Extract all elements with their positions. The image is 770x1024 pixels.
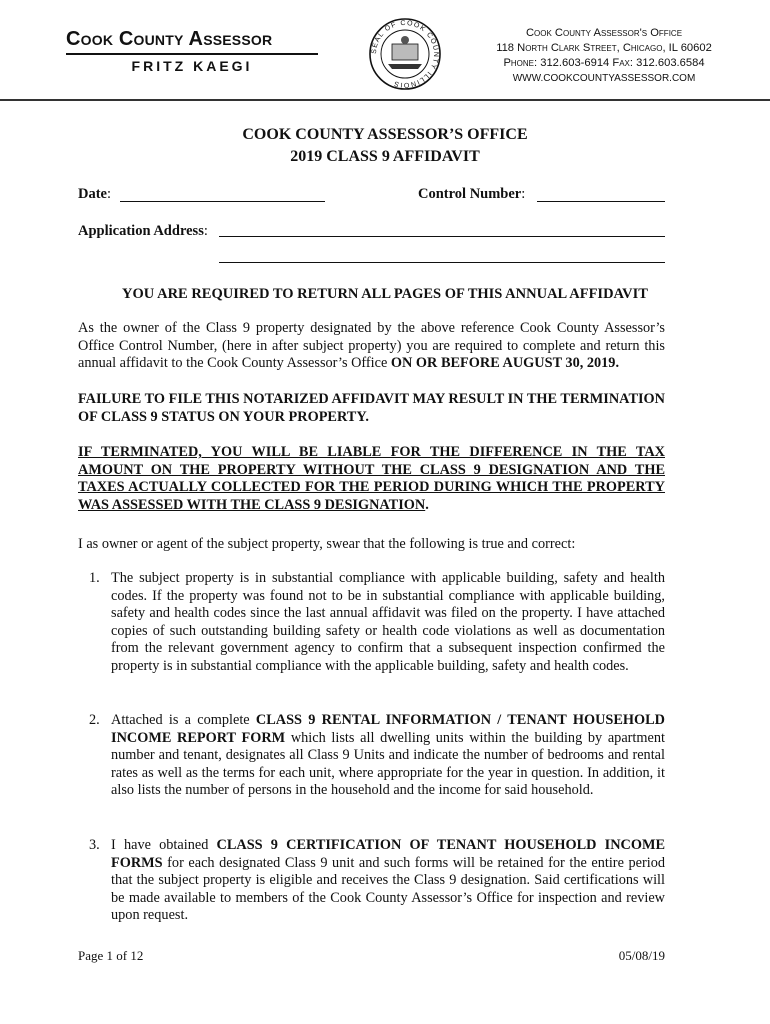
header-divider: [0, 99, 770, 101]
filing-deadline: ON OR BEFORE AUGUST 30, 2019.: [390, 355, 620, 371]
application-address-label: Application Address:: [78, 223, 208, 239]
document-subtitle: 2019 CLASS 9 AFFIDAVIT: [290, 148, 480, 165]
intro-paragraph: As the owner of the Class 9 property designated by the above reference Cook County Assessor’s Office Control Number, (here in after subject property) you are required to complete and return this annual affidavit to the Cook County Assessor’s Office ON OR BEFORE AUGUST 30, 2019.: [78, 320, 665, 371]
control-number-field[interactable]: [537, 201, 665, 202]
application-address-field-line1[interactable]: [219, 236, 665, 237]
office-website-link[interactable]: WWW.COOKCOUNTYASSESSOR.COM: [512, 73, 696, 84]
date-label: Date:: [78, 186, 112, 202]
page-number: Page 1 of 12: [78, 948, 144, 963]
assessor-name: FRITZ KAEGI: [131, 58, 253, 74]
county-seal-icon: [368, 17, 442, 91]
office-address: 118 North Clark Street, Chicago, IL 60602: [496, 42, 712, 54]
item-2-text: Attached is a complete CLASS 9 RENTAL INFORMATION / TENANT HOUSEHOLD INCOME REPORT FORM which lists all dwelling units within the building by apartment number and tenant, designates all Class 9 Units and indicate the number of bedrooms and rental rates as well as the terms for each unit, where appropriate for the year in question. In addition, it also lists the number of persons in the household and the income for said household.: [111, 712, 665, 798]
revision-date: 05/08/19: [618, 948, 665, 963]
application-address-field-line2[interactable]: [219, 262, 665, 263]
date-field[interactable]: [120, 201, 325, 202]
office-contact-block: [468, 26, 740, 86]
item-2-number: 2.: [89, 712, 100, 728]
seal-ring-text: SEAL OF COOK COUNTY ILLINOIS: [370, 19, 440, 89]
termination-warning: FAILURE TO FILE THIS NOTARIZED AFFIDAVIT MAY RESULT IN THE TERMINATION OF CLASS 9 STATUS ON YOUR PROPERTY.: [78, 391, 665, 425]
assessor-brand-title: Cook County Assessor: [66, 28, 273, 50]
item-1-number: 1.: [89, 570, 100, 586]
office-name: Cook County Assessor's Office: [525, 27, 683, 39]
oath-statement: I as owner or agent of the subject property, swear that the following is true and correct:: [78, 536, 576, 552]
item-1-text: The subject property is in substantial compliance with applicable building, safety and health codes. If the property was found not to be in substantial compliance with applicable building, safety and health codes since the last annual affidavit was filed on the property. I have attached copies of such outstanding building safety or health code violations as well as documentation from the relevant government agency to confirm that a subsequent inspection confirmed the property is in substantial compliance with the applicable building, safety and health codes.: [111, 570, 665, 674]
return-all-pages-notice: YOU ARE REQUIRED TO RETURN ALL PAGES OF THIS ANNUAL AFFIDAVIT: [122, 286, 648, 302]
control-number-label: Control Number:: [418, 186, 526, 202]
document-title: COOK COUNTY ASSESSOR’S OFFICE: [242, 126, 528, 143]
item-3-number: 3.: [89, 837, 100, 853]
office-phone-fax: Phone: 312.603-6914 Fax: 312.603.6584: [503, 57, 705, 69]
item-3-text: I have obtained CLASS 9 CERTIFICATION OF TENANT HOUSEHOLD INCOME FORMS for each designated Class 9 unit and such forms will be retained for the entire period that the subject property is eligible and receives the Class 9 designation. Said certifications will be made available to members of the Cook County Assessor’s Office for inspection and review upon request.: [111, 837, 665, 923]
liability-warning: IF TERMINATED, YOU WILL BE LIABLE FOR THE DIFFERENCE IN THE TAX AMOUNT ON THE PROPERTY WITHOUT THE CLASS 9 DESIGNATION AND THE TAXES ACTUALLY COLLECTED FOR THE PERIOD DURING WHICH THE PROPERTY WAS ASSESSED WITH THE CLASS 9 DESIGNATION.: [78, 444, 665, 513]
brand-divider: [66, 53, 318, 55]
